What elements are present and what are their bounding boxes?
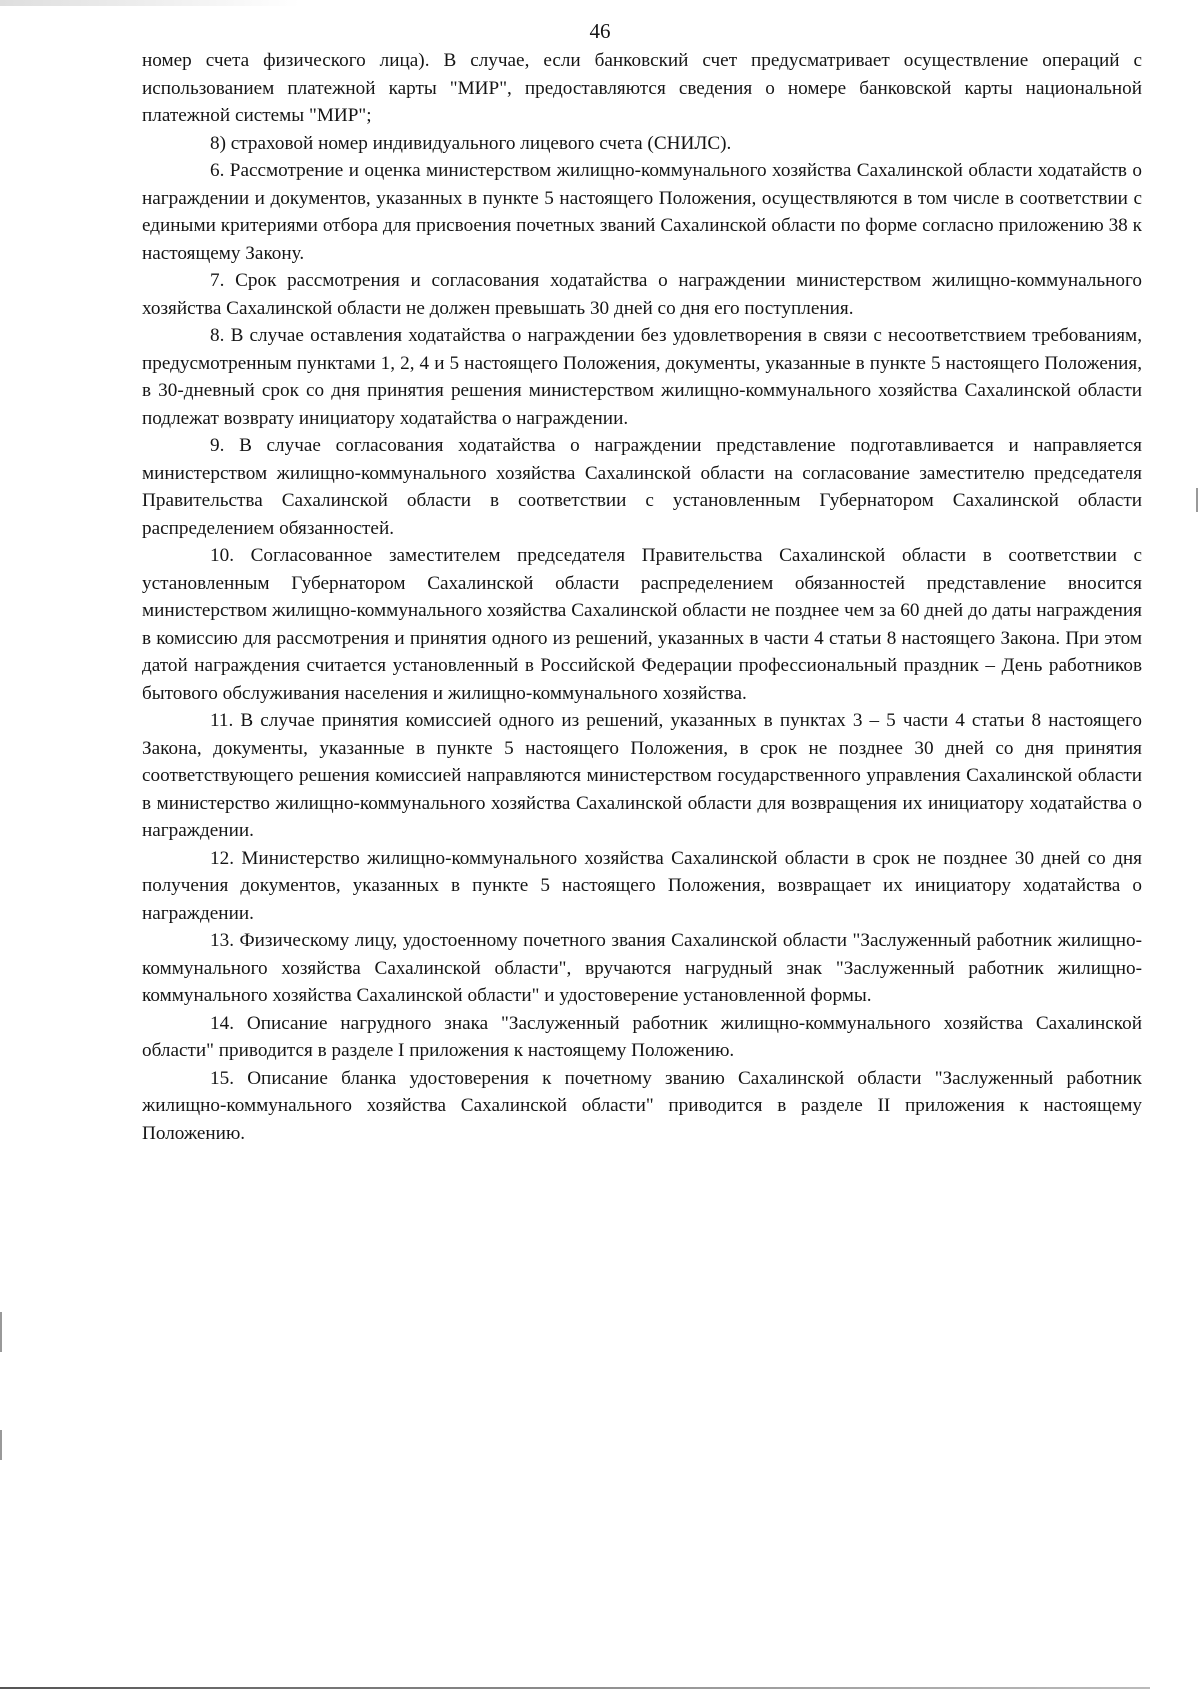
paragraph-10: 10. Согласованное заместителем председателя Правительства Сахалинской области в соответствии с установленным Губернатором Сахалинской области распределением обязанностей представление вносится министерством жилищно-коммунального хозяйства Сахалинской области не позднее чем за 60 дней до даты награждения в комиссию для рассмотрения и принятия одного из решений, указанных в части 4 статьи 8 настоящего Закона. При этом датой награждения считается установленный в Российской Федерации профессиональный праздник – День работников бытового обслуживания населения и жилищно-коммунального хозяйства. bbox=[142, 545, 1142, 704]
document-body bbox=[142, 47, 1142, 1147]
paragraph-9: 9. В случае согласования ходатайства о награждении представление подготавливается и направляется министерством жилищно-коммунального хозяйства Сахалинской области на согласование заместителю председателя Правительства Сахалинской области в соответствии с установленным Губернатором Сахалинской области распределением обязанностей. bbox=[142, 435, 1142, 539]
scan-edge-mark bbox=[1196, 488, 1198, 512]
page-number: 46 bbox=[589, 19, 611, 43]
paragraph-7: 7. Срок рассмотрения и согласования ходатайства о награждении министерством жилищно-коммунального хозяйства Сахалинской области не должен превышать 30 дней со дня его поступления. bbox=[142, 270, 1142, 319]
paragraph-12: 12. Министерство жилищно-коммунального хозяйства Сахалинской области в срок не позднее 30 дней со дня получения документов, указанных в пункте 5 настоящего Положения, возвращает их инициатору ходатайства о награждении. bbox=[142, 847, 1142, 924]
paragraph-item-8-snils: 8) страховой номер индивидуального лицевого счета (СНИЛС). bbox=[210, 132, 732, 154]
paragraph-8: 8. В случае оставления ходатайства о награждении без удовлетворения в связи с несоответствием требованиям, предусмотренным пунктами 1, 2, 4 и 5 настоящего Положения, документы, указанные в пункте 5 настоящего Положения, в 30-дневный срок со дня принятия решения министерством жилищно-коммунального хозяйства Сахалинской области подлежат возврату инициатору ходатайства о награждении. bbox=[142, 325, 1142, 429]
paragraph-15: 15. Описание бланка удостоверения к почетному званию Сахалинской области "Заслуженный работник жилищно-коммунального хозяйства Сахалинской области" приводится в разделе II приложения к настоящему Положению. bbox=[142, 1067, 1142, 1144]
scan-edge-mark bbox=[0, 1430, 2, 1460]
scan-bottom-edge bbox=[0, 1687, 1150, 1689]
scan-edge-mark bbox=[0, 1312, 2, 1352]
scan-artifact bbox=[0, 0, 300, 6]
paragraph-6: 6. Рассмотрение и оценка министерством жилищно-коммунального хозяйства Сахалинской области ходатайств о награждении и документов, указанных в пункте 5 настоящего Положения, осуществляются в том числе в соответствии с едиными критериями отбора для присвоения почетных званий Сахалинской области по форме согласно приложению 38 к настоящему Закону. bbox=[142, 160, 1142, 264]
paragraph-continuation: номер счета физического лица). В случае, если банковский счет предусматривает осуществление операций с использованием платежной карты "МИР", предоставляются сведения о номере банковской карты национальной платежной системы "МИР"; bbox=[142, 50, 1142, 126]
paragraph-14: 14. Описание нагрудного знака "Заслуженный работник жилищно-коммунального хозяйства Сахалинской области" приводится в разделе I приложения к настоящему Положению. bbox=[142, 1012, 1142, 1061]
paragraph-13: 13. Физическому лицу, удостоенному почетного звания Сахалинской области "Заслуженный работник жилищно-коммунального хозяйства Сахалинской области", вручаются нагрудный знак "Заслуженный работник жилищно-коммунального хозяйства Сахалинской области" и удостоверение установленной формы. bbox=[142, 930, 1142, 1006]
paragraph-11: 11. В случае принятия комиссией одного из решений, указанных в пунктах 3 – 5 части 4 статьи 8 настоящего Закона, документы, указанные в пункте 5 настоящего Положения, в срок не позднее 30 дней со дня принятия соответствующего решения комиссией направляются министерством государственного управления Сахалинской области в министерство жилищно-коммунального хозяйства Сахалинской области для возвращения их инициатору ходатайства о награждении. bbox=[142, 710, 1142, 841]
